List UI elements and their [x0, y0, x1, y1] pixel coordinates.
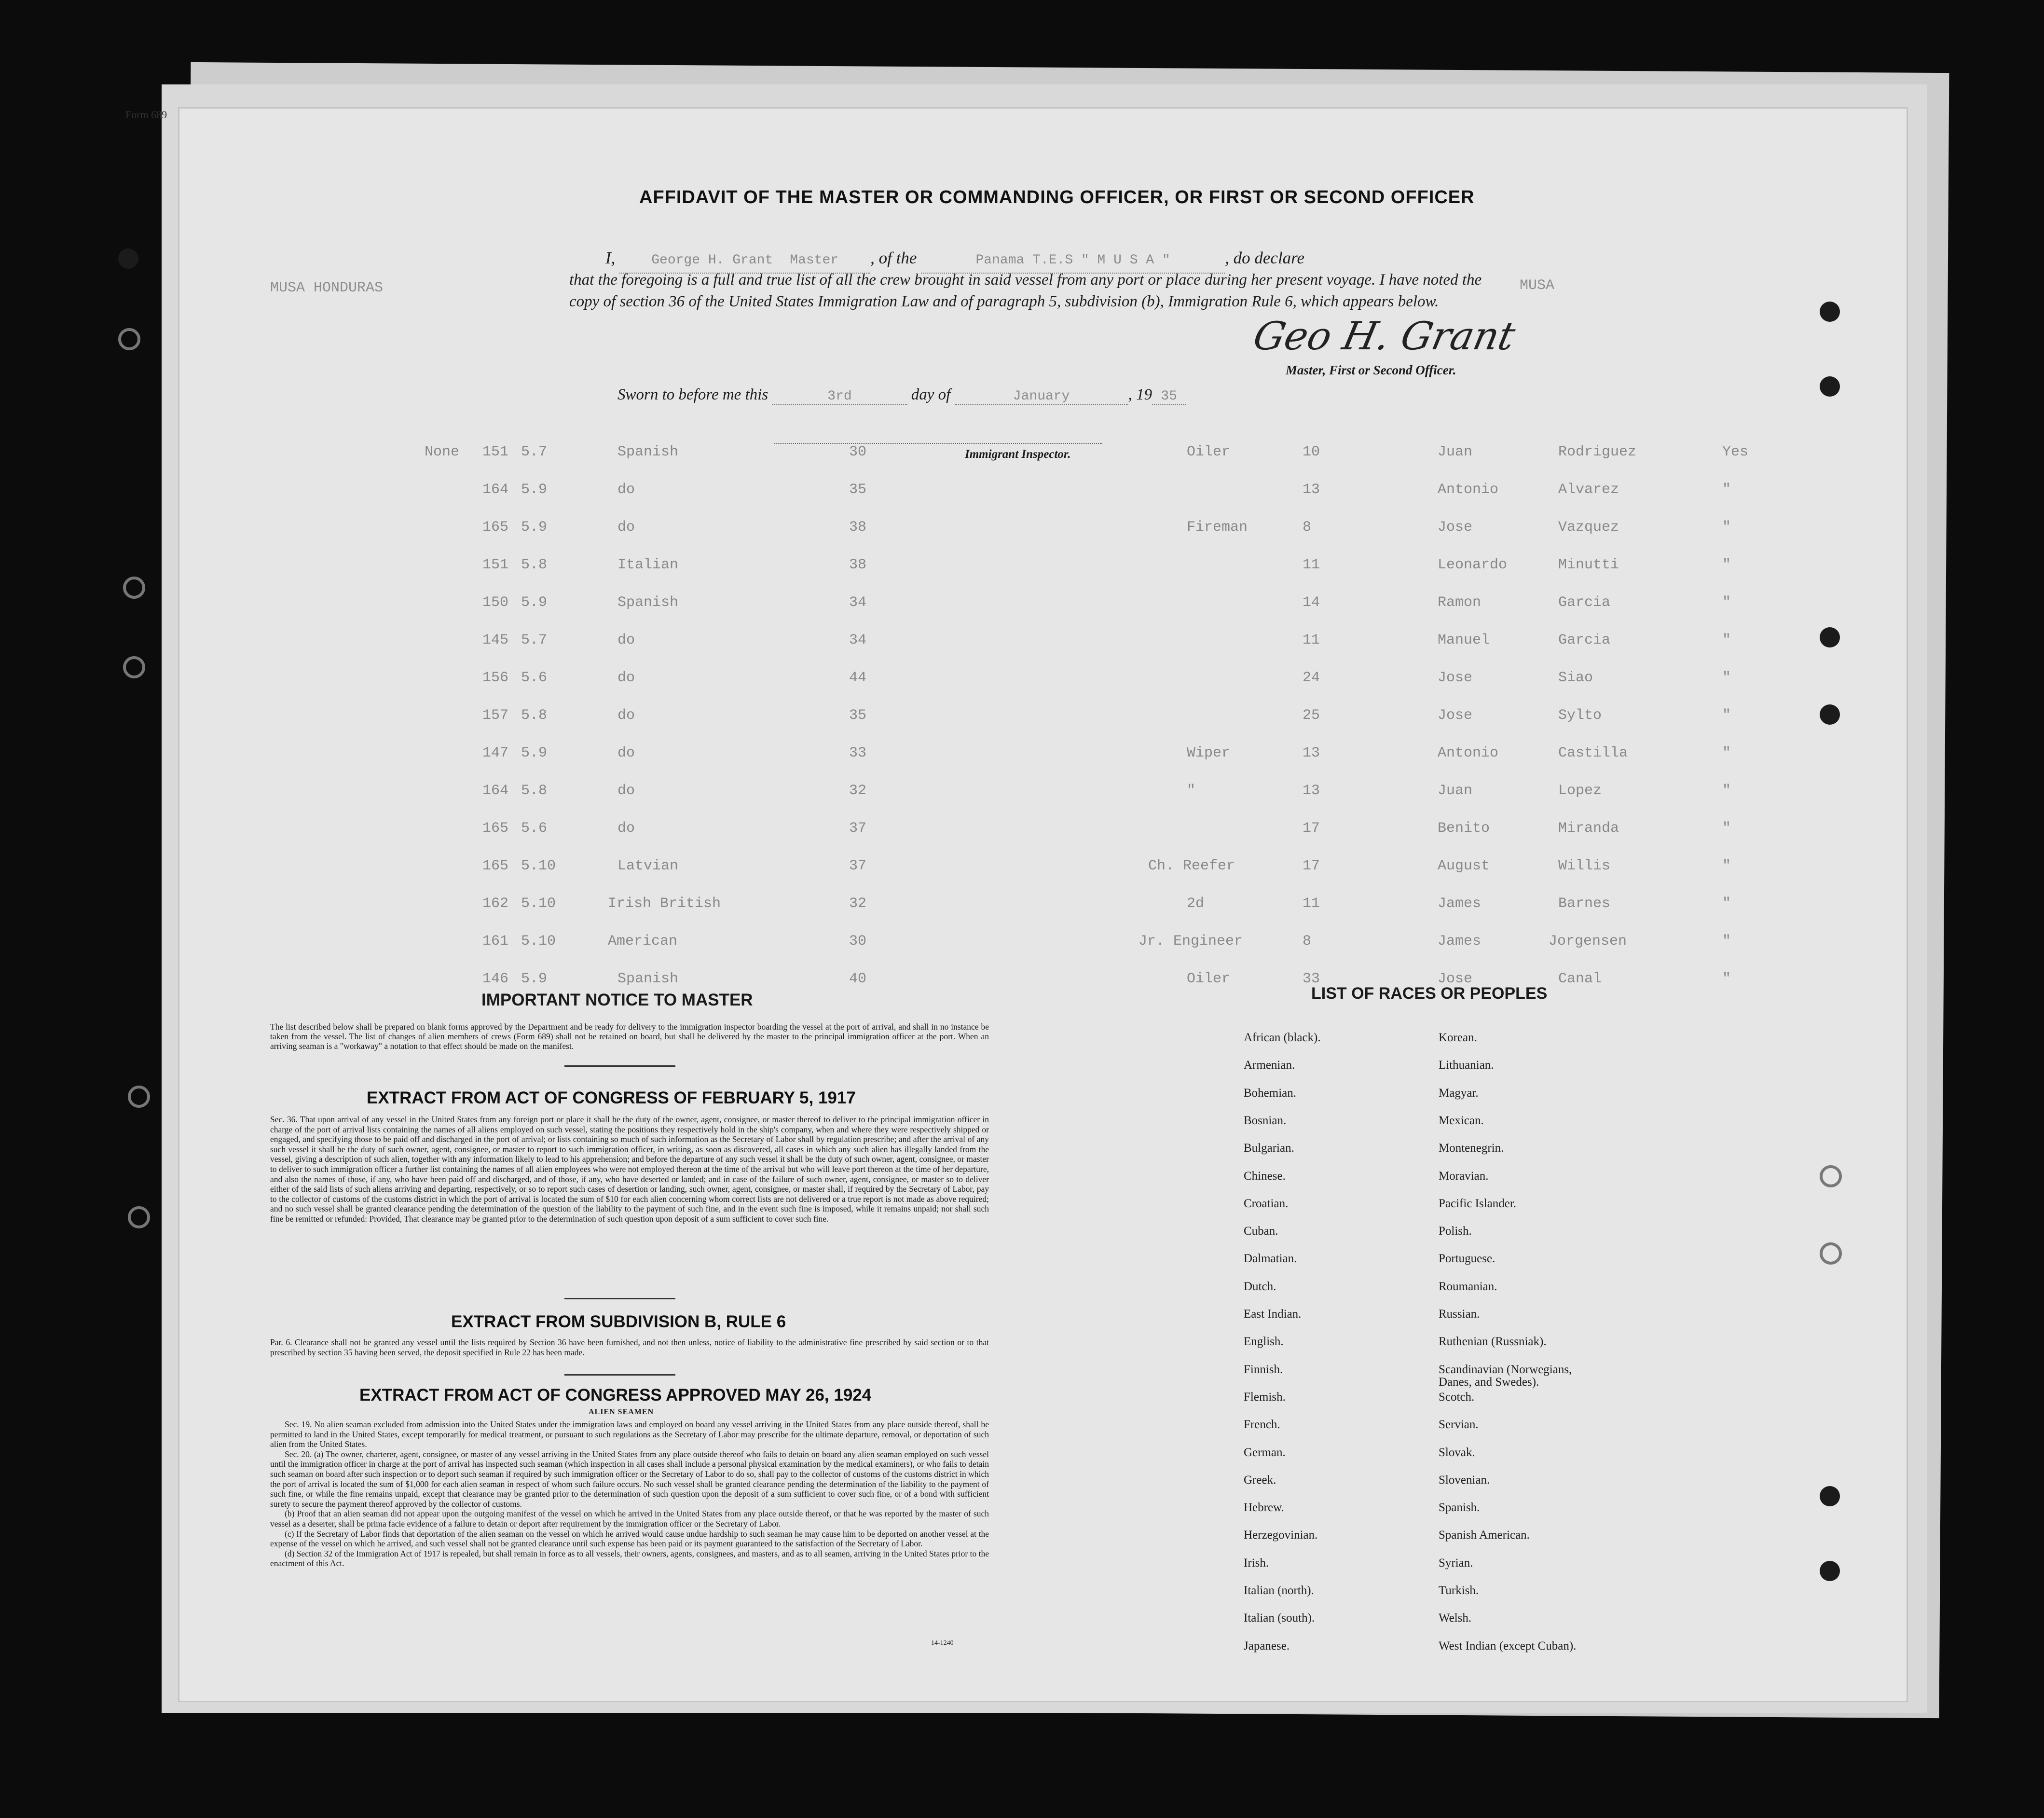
- race-entry: Dalmatian.: [1244, 1252, 1297, 1266]
- binder-hole: [123, 577, 145, 599]
- sworn-month: January: [1013, 389, 1070, 404]
- race-entry: Scandinavian (Norwegians, Danes, and Swedes).: [1439, 1363, 1572, 1389]
- races-title: LIST OF RACES OR PEOPLES: [1311, 984, 1548, 1003]
- race-entry: Syrian.: [1439, 1556, 1473, 1570]
- punch-hole: [1820, 704, 1840, 725]
- race-entry: Bohemian.: [1244, 1086, 1297, 1100]
- punch-hole: [1820, 1486, 1840, 1506]
- punch-hole: [1820, 1561, 1840, 1581]
- extract-1917-title: EXTRACT FROM ACT OF CONGRESS OF FEBRUARY 5, 1917: [367, 1088, 856, 1107]
- divider: [564, 1298, 675, 1299]
- ghost-row: " Garcia Manuel 11 34 do 5.7 145: [482, 632, 1731, 648]
- ghost-row: " Barnes James 11 2d 32 Irish British 5.10 162: [482, 895, 1731, 912]
- extract-1924-title: EXTRACT FROM ACT OF CONGRESS APPROVED MAY 26, 1924: [359, 1386, 872, 1405]
- bleed-header-left: MUSA HONDURAS: [270, 280, 384, 296]
- notice-title: IMPORTANT NOTICE TO MASTER: [481, 991, 753, 1009]
- extract-1924-paragraph: Sec. 20. (a) The owner, charterer, agent, consignee, or master of any vessel arriving in the United States from any place outside thereof who fails to detain on board any alien seaman employed on such vessel until the immigration officer in charge at the port of arrival has inspected such seaman (which inspection in all cases shall include a personal physical examination by the medical examiners), or who fails to detain such seaman on board after such inspection or to deport such seaman if required by such immigration officer or the Secretary of Labor to do so, shall pay to the collector of customs of the customs district in which the port of arrival is located the sum of $1,000 for each alien seaman in respect of whom such failure occurs. No such vessel shall be granted clearance pending the determination of the liability to the payment of such fine, or while the fine remains unpaid, except that clearance may be granted prior to the determination of such question upon the deposit of a sum sufficient to cover such fine, or of a bond with sufficient surety to secure the payment thereof approved by the collector of customs.: [270, 1449, 989, 1509]
- race-entry: Dutch.: [1244, 1280, 1276, 1293]
- race-entry: English.: [1244, 1335, 1284, 1349]
- race-entry: Slovenian.: [1439, 1473, 1490, 1487]
- race-entry: Croatian.: [1244, 1197, 1289, 1210]
- punch-hole: [1820, 1165, 1842, 1187]
- race-entry: Turkish.: [1439, 1584, 1479, 1597]
- punch-hole: [1820, 376, 1840, 397]
- sworn-year: 35: [1161, 389, 1177, 404]
- extract-1924-paragraph: (d) Section 32 of the Immigration Act of 1917 is repealed, but shall remain in force as to all vessels, their owners, agents, consignees, and masters, and as to all seamen, arriving in the United States prior to the enactment of this Act.: [270, 1548, 989, 1569]
- race-entry: Italian (south).: [1244, 1611, 1315, 1625]
- race-entry: Spanish American.: [1439, 1529, 1530, 1542]
- ghost-row: " Vazquez Jose 8 Fireman 38 do 5.9 165: [482, 519, 1731, 536]
- race-entry: Irish.: [1244, 1556, 1269, 1570]
- day-of-label: day of: [911, 386, 951, 403]
- declaration-body: that the foregoing is a full and true list of all the crew brought in said vessel from any port or place during her present voyage. I have noted the copy of section 36 of the United States Immigration Law and of paragraph 5, subdivision (b), Immigration Rule 6, which appears below.: [569, 271, 1482, 310]
- punch-hole: [1820, 627, 1840, 647]
- form-number: Form 689: [125, 109, 167, 121]
- divider: [564, 1374, 675, 1376]
- master-signature: Geo H. Grant: [1249, 314, 1519, 358]
- race-entry: Greek.: [1244, 1473, 1276, 1487]
- ghost-row: " Minutti Leonardo 11 38 Italian 5.8 151: [482, 557, 1731, 573]
- binder-hole: [123, 656, 145, 678]
- race-entry: Portuguese.: [1439, 1252, 1495, 1266]
- ghost-row: " Siao Jose 24 44 do 5.6 156: [482, 670, 1731, 686]
- race-entry: Russian.: [1439, 1308, 1480, 1321]
- ghost-row: Yes Rodriguez Juan 10 Oiler 30 Spanish 5.7 151 None: [425, 444, 1749, 460]
- binder-hole: [118, 248, 138, 269]
- race-entry: Hebrew.: [1244, 1501, 1284, 1515]
- race-entry: Herzegovinian.: [1244, 1529, 1318, 1542]
- race-entry: Roumanian.: [1439, 1280, 1497, 1293]
- ghost-row: " Canal Jose 33 Oiler 40 Spanish 5.9 146: [482, 971, 1731, 987]
- race-entry: Moravian.: [1439, 1169, 1489, 1183]
- race-entry: East Indian.: [1244, 1308, 1302, 1321]
- race-entry: French.: [1244, 1418, 1280, 1432]
- extract-1924-paragraph: (b) Proof that an alien seaman did not appear upon the outgoing manifest of the vessel on which he arrived in the United States from any place outside thereof, or that he was reported by the master of such vessel as a deserter, shall be prima facie evidence of a failure to detain or deport after requirement by the immigration officer or the Secretary of Labor.: [270, 1509, 989, 1529]
- binder-hole: [118, 328, 140, 350]
- ghost-row: " Castilla Antonio 13 Wiper 33 do 5.9 147: [482, 745, 1731, 761]
- extract-1924-subtitle: ALIEN SEAMEN: [589, 1408, 654, 1416]
- race-entry: Scotch.: [1439, 1390, 1475, 1404]
- race-entry: Servian.: [1439, 1418, 1479, 1432]
- extract-rule6-title: EXTRACT FROM SUBDIVISION B, RULE 6: [451, 1312, 786, 1331]
- inspector-caption: Immigrant Inspector.: [965, 448, 1071, 461]
- race-entry: Polish.: [1439, 1225, 1472, 1238]
- bleed-header-right: MUSA: [1520, 277, 1555, 294]
- affidavit-title: AFFIDAVIT OF THE MASTER OR COMMANDING OFFICER, OR FIRST OR SECOND OFFICER: [639, 187, 1475, 207]
- race-entry: Chinese.: [1244, 1169, 1286, 1183]
- race-entry: Italian (north).: [1244, 1584, 1314, 1597]
- declare-label: , do declare: [1225, 248, 1305, 267]
- race-entry: Pacific Islander.: [1439, 1197, 1517, 1210]
- notice-body: The list described below shall be prepared on blank forms approved by the Department and be ready for delivery to the immigration inspector boarding the vessel at the port of arrival, and shall in no instance be taken from the vessel. The list of changes of alien members of crews (Form 689) shall not be retained on board, but shall be delivered by the master to the principal immigration officer at the port. When an arriving seaman is a "workaway" a notation to that effect should be made on the manifest.: [270, 1022, 989, 1051]
- sworn-day: 3rd: [827, 389, 852, 404]
- i-label: I,: [605, 248, 616, 267]
- master-rank: Master: [790, 253, 839, 268]
- race-entry: German.: [1244, 1446, 1286, 1459]
- ghost-row: " Garcia Ramon 14 34 Spanish 5.9 150: [482, 594, 1731, 611]
- race-entry: Mexican.: [1439, 1114, 1484, 1127]
- vessel-name: Panama T.E.S " M U S A ": [975, 253, 1170, 268]
- of-the-label: , of the: [870, 248, 917, 267]
- race-entry: Ruthenian (Russniak).: [1439, 1335, 1547, 1349]
- race-entry: African (black).: [1244, 1031, 1321, 1044]
- year-prefix: , 19: [1128, 386, 1152, 403]
- binder-hole: [128, 1206, 150, 1228]
- race-entry: Welsh.: [1439, 1611, 1472, 1625]
- race-entry: Finnish.: [1244, 1363, 1283, 1376]
- race-entry: Korean.: [1439, 1031, 1477, 1044]
- race-entry: Cuban.: [1244, 1225, 1278, 1238]
- extract-rule6-body: Par. 6. Clearance shall not be granted any vessel until the lists required by Section 36 have been furnished, and not then unless, notice of liability to the administrative fine prescribed by said section or to that prescribed by section 35 having been served, the deposit specified in Rule 22 has been made.: [270, 1337, 989, 1357]
- extract-1917-body: Sec. 36. That upon arrival of any vessel in the United States from any foreign port or place it shall be the duty of the owner, agent, consignee, or master thereof to deliver to the principal immigration officer in charge of the port of arrival lists containing the names of all aliens employed on such vessel, stating the positions they respectively hold in the ship's company, when and where they were respectively shipped or engaged, and specifying those to be paid off and discharged in the port of arrival; or lists containing so much of such information as the Secretary of Labor shall by regulation prescribe; and after the arrival of any such vessel it shall be the duty of such owner, agent, consignee, or master to report to such immigration officer, in writing, as soon as discovered, all cases in which any such alien has illegally landed from the vessel, giving a description of such alien, together with any information likely to lead to his apprehension; and before the departure of any such vessel it shall be the duty of such owner, agent, consignee, or master to deliver to such immigration officer a further list containing the names of all alien employees who were not employed thereon at the time of the arrival but who will leave port thereon at the time of her departure, and also the names of those, if any, who have been paid off and discharged, and of those, if any, who have deserted or landed; and in case of the failure of such owner, agent, consignee, or master so to deliver either of the said lists of such aliens arriving and departing, respectively, or so to report such cases of desertion or landing, such owner, agent, consignee, or master shall, if required by the Secretary of Labor, pay to the collector of customs of the customs district in which the port of arrival is located the sum of $10 for each alien concerning whom correct lists are not delivered or a true report is not made as above required; and no such vessel shall be granted clearance pending the determination of the question of the liability to the payment of such fine, and in the event such fine is imposed, while it remains unpaid; nor shall such fine be remitted or refunded: Provided, That clearance may be granted prior to the determination of such question upon deposit of a sum sufficient to cover such fine.: [270, 1115, 989, 1224]
- ghost-row: " Alvarez Antonio 13 35 do 5.9 164: [482, 482, 1731, 498]
- master-name: George H. Grant: [651, 253, 773, 268]
- race-entry: West Indian (except Cuban).: [1439, 1639, 1577, 1653]
- punch-hole: [1820, 1242, 1842, 1265]
- ghost-row: " Willis August 17 Ch. Reefer 37 Latvian 5.10 165: [482, 858, 1731, 874]
- race-entry: Bulgarian.: [1244, 1142, 1294, 1155]
- punch-hole: [1820, 302, 1840, 322]
- race-entry: Spanish.: [1439, 1501, 1480, 1515]
- race-entry: Armenian.: [1244, 1059, 1295, 1072]
- bleed-through-crew-list: [425, 444, 1751, 987]
- race-entry: Montenegrin.: [1439, 1142, 1504, 1155]
- ghost-row: " Sylto Jose 25 35 do 5.8 157: [482, 707, 1731, 724]
- ghost-row: " Lopez Juan 13 " 32 do 5.8 164: [482, 783, 1731, 799]
- race-entry: Japanese.: [1244, 1639, 1290, 1653]
- extract-1924-body: [270, 1419, 989, 1569]
- signature-caption: Master, First or Second Officer.: [1286, 363, 1456, 377]
- divider: [564, 1065, 675, 1067]
- extract-1924-paragraph: (c) If the Secretary of Labor finds that deportation of the alien seaman on the vessel on which he arrived would cause undue hardship to such seaman he may cause him to be deported on another vessel at the expense of the vessel on which he arrived, and such vessel shall not be granted clearance until such expense has been paid or its payment guaranteed to the satisfaction of the Secretary of Labor.: [270, 1529, 989, 1549]
- race-entry: Bosnian.: [1244, 1114, 1287, 1127]
- binder-hole: [128, 1086, 150, 1108]
- ghost-row: " Miranda Benito 17 37 do 5.6 165: [482, 820, 1731, 837]
- sworn-label: Sworn to before me this: [617, 386, 768, 403]
- extract-1924-paragraph: Sec. 19. No alien seaman excluded from admission into the United States under the immigration laws and employed on board any vessel arriving in the United States from any place outside thereof, shall be permitted to land in the United States, except temporarily for medical treatment, or pursuant to such regulations as the Secretary of Labor may prescribe for the ultimate departure, removal, or deportation of such alien from the United States.: [270, 1419, 989, 1449]
- race-entry: Slovak.: [1439, 1446, 1475, 1459]
- race-entry: Flemish.: [1244, 1390, 1286, 1404]
- race-entry: Magyar.: [1439, 1086, 1479, 1100]
- sworn-line: [617, 386, 1293, 405]
- ghost-row: " Jorgensen James 8 Jr. Engineer 30 American 5.10 161: [482, 933, 1731, 950]
- race-entry: Lithuanian.: [1439, 1059, 1494, 1072]
- form-code: 14-1240: [931, 1639, 954, 1647]
